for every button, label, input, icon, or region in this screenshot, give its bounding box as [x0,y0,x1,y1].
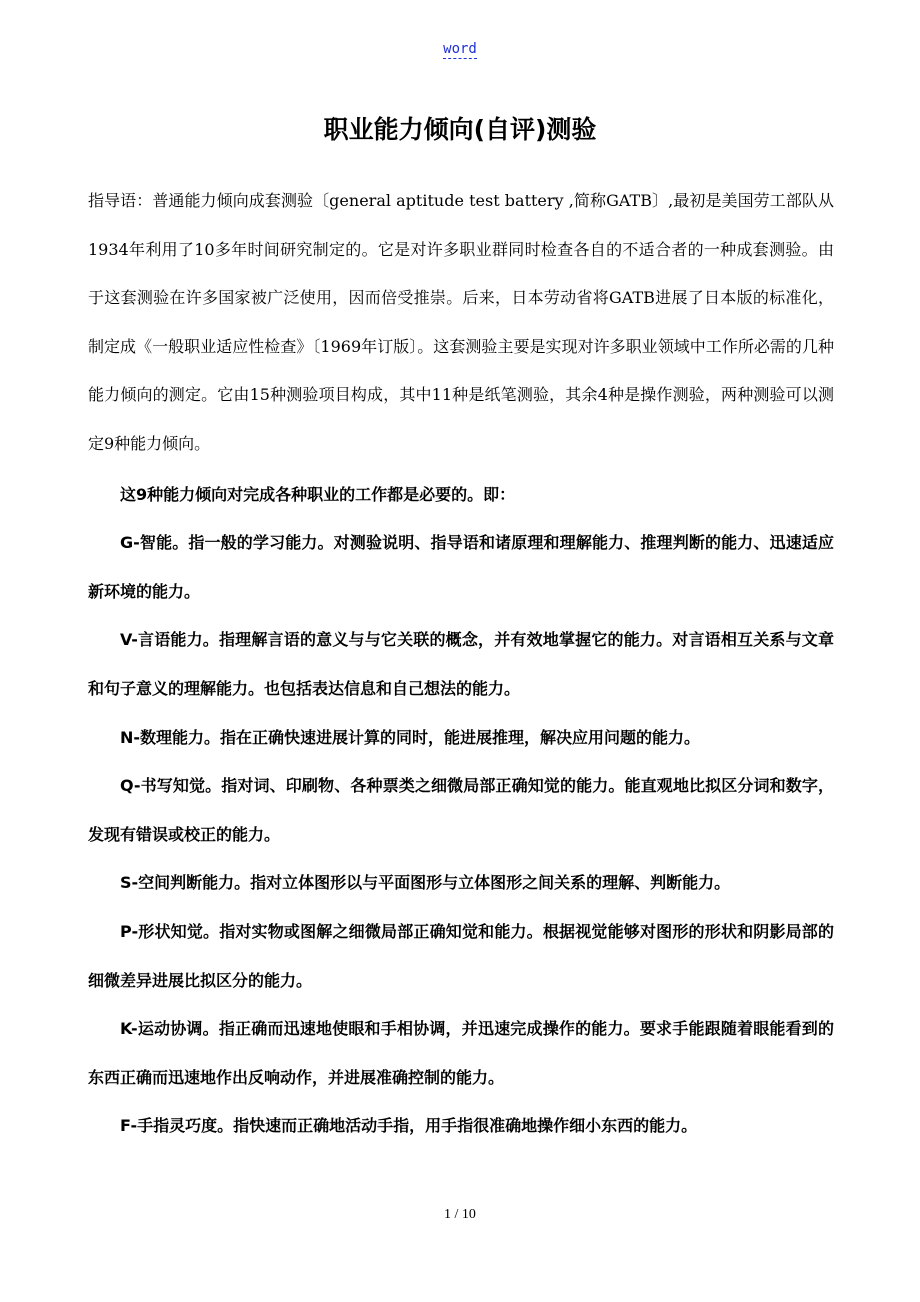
paragraph-p-form: P-形状知觉。指对实物或图解之细微局部正确知觉和能力。根据视觉能够对图形的形状和阴影局部的细微差异进展比拟区分的能力。 [88,921,834,990]
paragraph-n-numerical: N-数理能力。指在正确快速进展计算的同时，能进展推理，解决应用问题的能力。 [120,727,701,747]
paragraph-q-clerical: Q-书写知觉。指对词、印刷物、各种票类之细微局部正确知觉的能力。能直观地比拟区分词和数字，发现有错误或校正的能力。 [88,776,834,844]
document-title: 职业能力倾向(自评)测验 [323,115,597,144]
paragraph-k-motor: K-运动协调。指正确而迅速地使眼和手相协调，并迅速完成操作的能力。要求手能跟随着眼能看到的东西正确而迅速地作出反响动作，并进展准确控制的能力。 [88,1019,834,1087]
header-link-text[interactable]: word [443,41,477,57]
paragraph-f-finger: F-手指灵巧度。指快速而正确地活动手指，用手指很准确地操作细小东西的能力。 [120,1116,698,1136]
intro-paragraph: 指导语：普通能力倾向成套测验〔general aptitude test battery ,简称GATB〕,最初是美国劳工部队从1934年利用了10多年时间研究制定的。它是对许多职业群同时检查各自的不适合者的一种成套测验。由于这套测验在许多国家被广泛使用，因而倍受推崇。后来，日本劳动省将GATB进展了日本版的标准化，制定成《一般职业适应性检查》〔1969年订版〕。这套测验主要是实现对许多职业领域中工作所必需的几种能力倾向的测定。它由15种测验项目构成，其中11种是纸笔测验，其余4种是操作测验，两种测验可以测定9种能力倾向。 [88,191,834,453]
paragraph-overview: 这9种能力倾向对完成各种职业的工作都是必要的。即： [120,484,516,504]
paragraph-v-verbal: V-言语能力。指理解言语的意义与与它关联的概念，并有效地掌握它的能力。对言语相互关系与文章和句子意义的理解能力。也包括表达信息和自己想法的能力。 [88,630,834,698]
header-word-link[interactable] [0,41,920,57]
document-body [88,177,834,1151]
paragraph-s-spatial: S-空间判断能力。指对立体图形以与平面图形与立体图形之间关系的理解、判断能力。 [120,873,731,893]
paragraph-g-intelligence: G-智能。指一般的学习能力。对测验说明、指导语和诸原理和理解能力、推理判断的能力、迅速适应新环境的能力。 [88,533,834,601]
page-number: 1 / 10 [444,1207,476,1222]
